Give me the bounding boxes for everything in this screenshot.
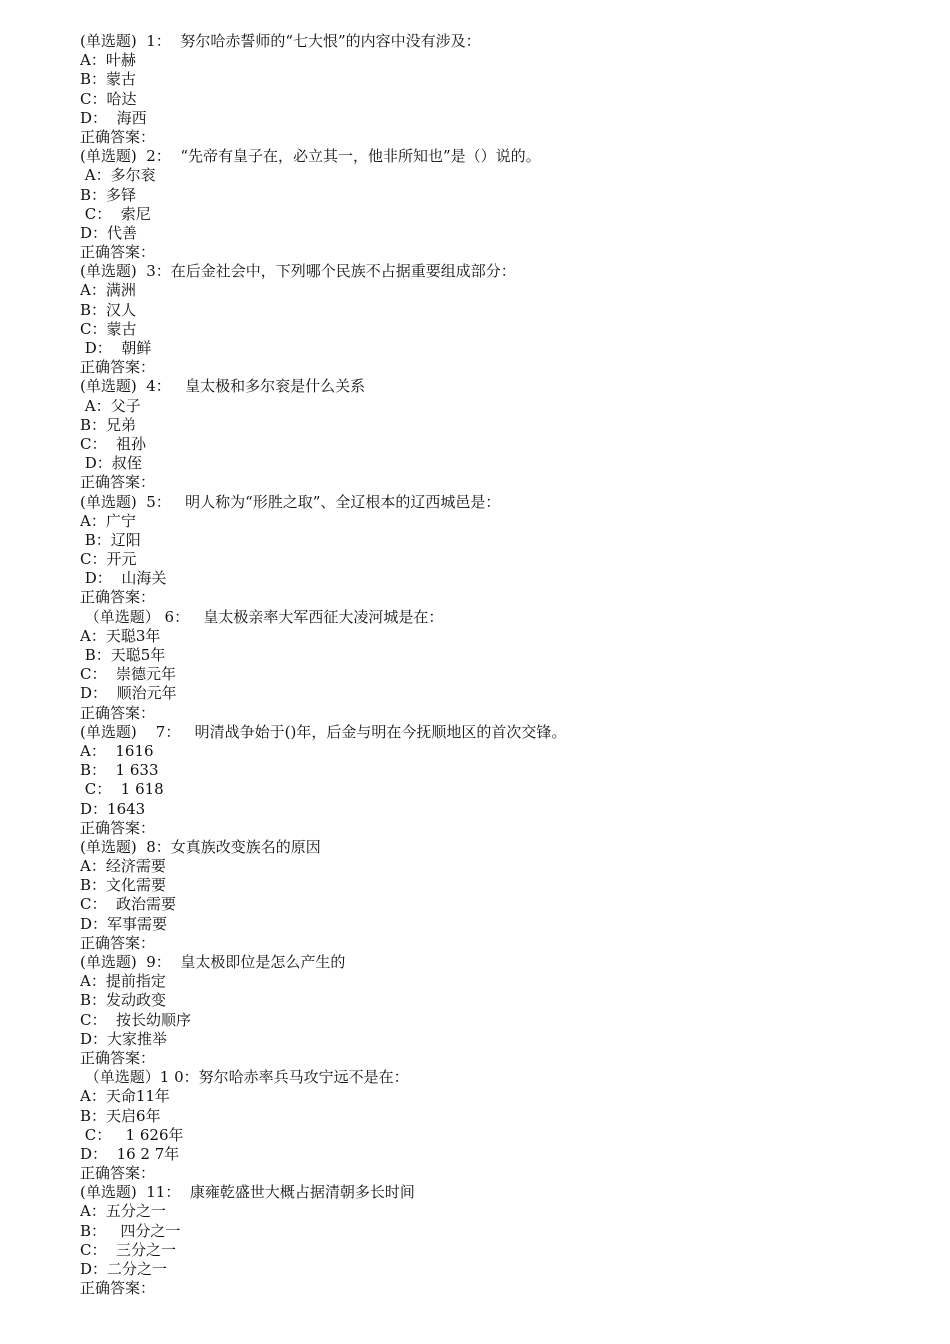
answer-option: D： 海西: [80, 108, 147, 127]
answer-option: A：父子: [80, 396, 141, 415]
answer-option: B：发动政变: [80, 991, 167, 1010]
answer-option: B：汉人: [80, 300, 137, 319]
question-stem: (单选题) 11： 康雍乾盛世大概占据清朝多长时间: [80, 1183, 415, 1202]
answer-option: C： 索尼: [80, 204, 151, 223]
answer-option: B：文化需要: [80, 876, 167, 895]
answer-option: C： 按长幼顺序: [80, 1010, 192, 1029]
answer-option: C：蒙古: [80, 319, 137, 338]
answer-option: A：提前指定: [80, 972, 166, 991]
correct-answer-label: 正确答案：: [80, 473, 156, 492]
answer-option: C： 三分之一: [80, 1240, 177, 1259]
answer-option: D： 朝鲜: [80, 339, 152, 357]
answer-option: A：天聪3年: [80, 626, 161, 645]
answer-option: C： 1 626年: [80, 1125, 184, 1144]
answer-option: D： 山海关: [80, 569, 167, 588]
answer-option: D：1643: [80, 799, 146, 818]
question-document: [80, 32, 920, 1298]
answer-option: C： 祖孙: [80, 434, 147, 453]
question-stem: (单选题) 8：女真族改变族名的原因: [80, 837, 321, 856]
answer-option: A：叶赫: [80, 51, 136, 70]
question-stem: （单选题） 6： 皇太极亲率大军西征大凌河城是在：: [80, 607, 444, 626]
correct-answer-label: 正确答案：: [80, 358, 156, 377]
answer-option: B：兄弟: [80, 415, 137, 434]
question-stem: (单选题) 2： “先帝有皇子在，必立其一，他非所知也”是（）说的。: [80, 147, 541, 166]
answer-option: C： 崇德元年: [80, 665, 177, 684]
question-stem: (单选题) 1： 努尔哈赤誓师的“七大恨”的内容中没有涉及：: [80, 32, 481, 50]
correct-answer-label: 正确答案：: [80, 1279, 156, 1298]
answer-option: A：五分之一: [80, 1202, 166, 1221]
answer-option: A：经济需要: [80, 857, 166, 876]
answer-option: D： 顺治元年: [80, 684, 177, 703]
answer-option: D：叔侄: [80, 454, 142, 473]
answer-option: C：哈达: [80, 89, 137, 108]
correct-answer-label: 正确答案：: [80, 588, 156, 607]
answer-option: B： 1 633: [80, 761, 159, 780]
answer-option: A：多尔衮: [80, 166, 156, 185]
question-stem: (单选题) 3：在后金社会中，下列哪个民族不占据重要组成部分：: [80, 262, 516, 281]
question-stem: (单选题) 4： 皇太极和多尔衮是什么关系: [80, 377, 366, 396]
answer-option: D： 16 2 7年: [80, 1144, 180, 1163]
correct-answer-label: 正确答案：: [80, 703, 156, 722]
correct-answer-label: 正确答案：: [80, 1164, 156, 1183]
answer-option: B：多铎: [80, 185, 137, 204]
question-stem: （单选题）1 0：努尔哈赤率兵马攻宁远不是在：: [80, 1068, 409, 1087]
answer-option: D：大家推举: [80, 1029, 168, 1048]
question-stem: (单选题) 7： 明清战争始于()年，后金与明在今抚顺地区的首次交锋。: [80, 722, 567, 741]
correct-answer-label: 正确答案：: [80, 1048, 156, 1067]
answer-option: B：天启6年: [80, 1106, 161, 1125]
answer-option: C： 政治需要: [80, 895, 177, 914]
answer-option: A：满洲: [80, 281, 136, 300]
correct-answer-label: 正确答案：: [80, 933, 156, 952]
correct-answer-label: 正确答案：: [80, 818, 156, 837]
answer-option: A：广宁: [80, 511, 136, 530]
answer-option: B： 四分之一: [80, 1221, 181, 1240]
question-stem: (单选题) 9： 皇太极即位是怎么产生的: [80, 953, 346, 971]
answer-option: B：天聪5年: [80, 646, 166, 664]
correct-answer-label: 正确答案：: [80, 243, 156, 262]
answer-option: C：开元: [80, 550, 137, 569]
answer-option: B：辽阳: [80, 530, 141, 549]
answer-option: C： 1 618: [80, 780, 164, 799]
question-stem: (单选题) 5： 明人称为“形胜之取”、全辽根本的辽西城邑是：: [80, 492, 501, 511]
answer-option: A：天命11年: [80, 1087, 170, 1106]
answer-option: B：蒙古: [80, 70, 137, 89]
answer-option: D：二分之一: [80, 1260, 168, 1278]
correct-answer-label: 正确答案：: [80, 127, 156, 146]
answer-option: D：军事需要: [80, 914, 168, 933]
answer-option: A： 1616: [80, 741, 154, 760]
answer-option: D：代善: [80, 223, 138, 242]
